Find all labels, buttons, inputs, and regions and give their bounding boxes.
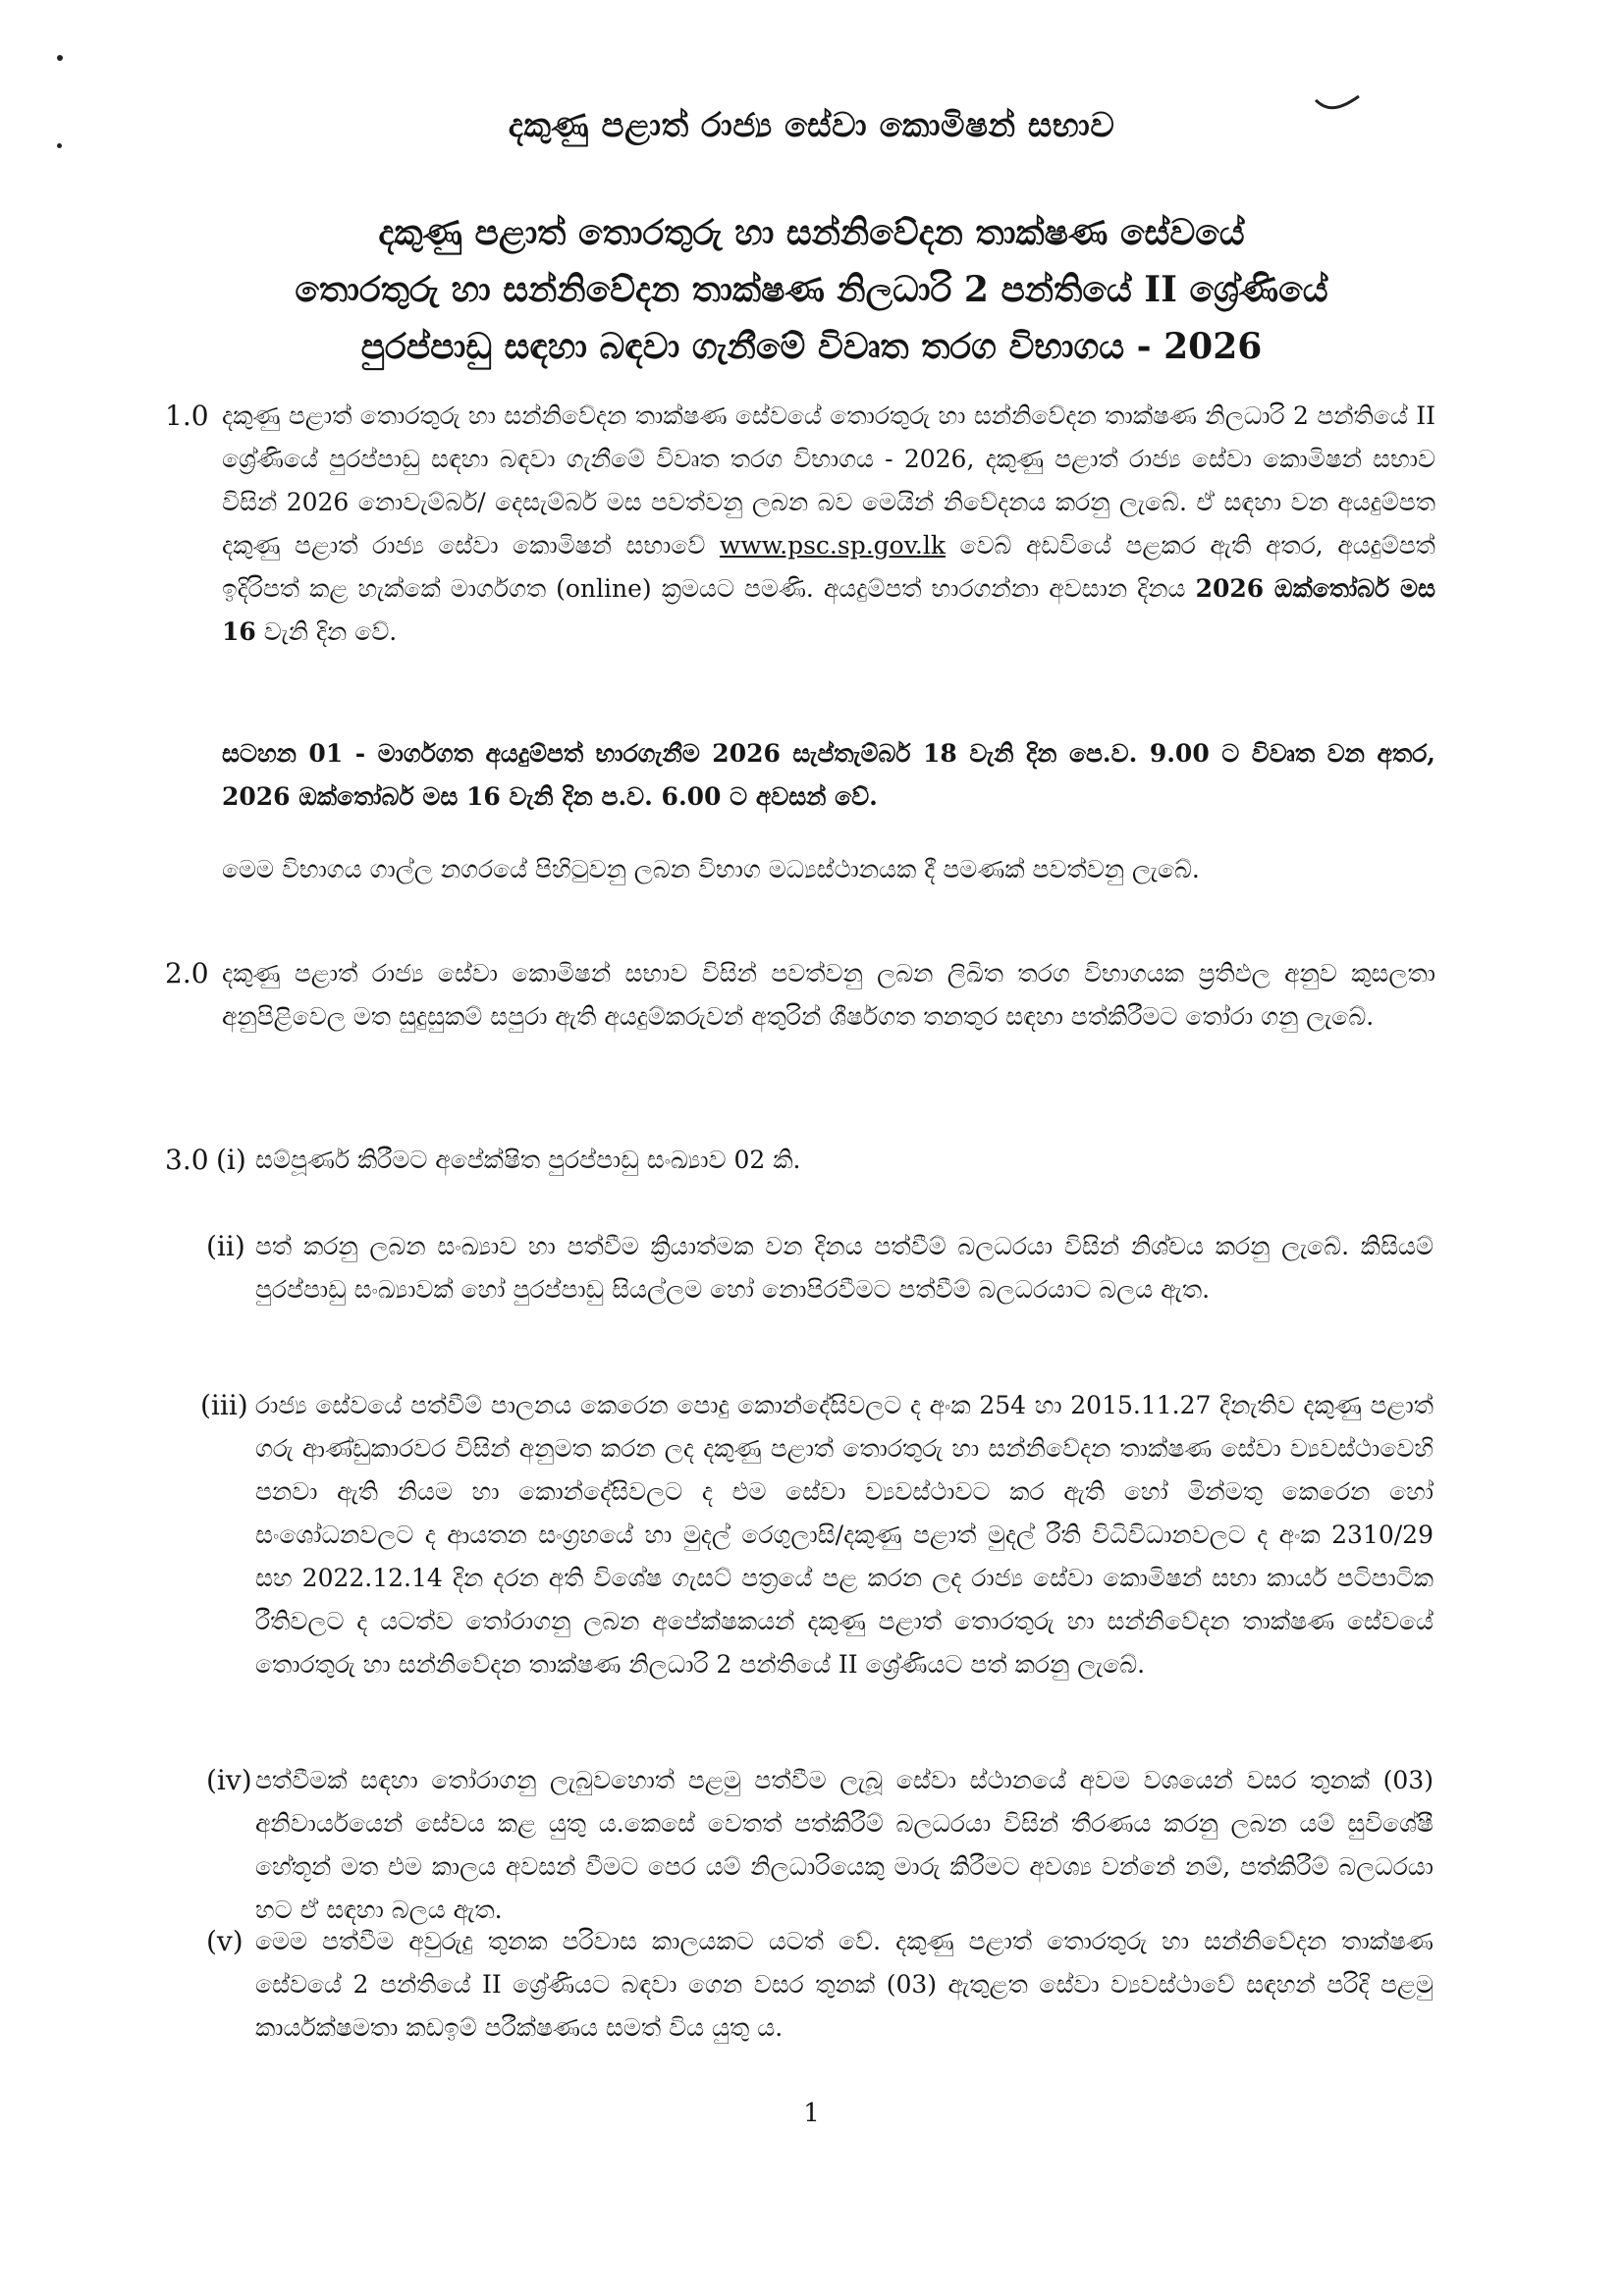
item-text: රාජ්‍ය සේවයේ පත්වීම් පාලනය කෙරෙන පොදු කොන්දේසිවලට ද අංක 254 හා 2015.11.27 දිනැතිව දකුණු පළාත් ගරු ආණ්ඩුකාරවර විසින් අනුමත කරන ලද දකුණු පළාත් තොරතුරු හා සන්නිවේදන තාක්ෂණ සේවා ව්‍යවස්ථාවෙහි පනවා ඇති නියම හා කොන්දේසිවලට ද එම සේවා ව්‍යවස්ථාවට කර ඇති හෝ මින්මතු කෙරෙන හෝ සංශෝධනවලට ද ආයතන සංග්‍රහයේ හා මුදල් රෙගුලාසි/දකුණු පළාත් මුදල් රීති විධිවිධානවලට ද අංක 2310/29 සහ 2022.12.14 දින දරන අති විශේෂ ගැසට් පත්‍රයේ පළ කරන ලද රාජ්‍ය සේවා කොමිෂන් සභා කාර්ය පටිපාටික රීතිවලට ද යටත්ව තෝරාගනු ලබන අපේක්ෂකයන් දකුණු පළාත් තොරතුරු හා සන්නිවේදන තාක්ෂණ සේවයේ තොරතුරු හා සන්නිවේදන තාක්ෂණ නිලධාරි 2 පන්තියේ II ශ්‍රේණියට පත් කරනු ලැබේ. (255, 1391, 1434, 1679)
item-text: සම්පූර්ණ කිරීමට අපේක්ෂිත පුරප්පාඩු සංඛ්‍යාව 02 කි. (255, 1146, 801, 1174)
section-1-text: දකුණු පළාත් තොරතුරු හා සන්නිවේදන තාක්ෂණ සේවයේ තොරතුරු හා සන්නිවේදන තාක්ෂණ නිලධාරි 2 පන්තියේ II ශ්‍රේණියේ පුරප්පාඩු සඳහා බඳවා ගැනීමේ විවෘත තරග විභාගය - 2026, දකුණු පළාත් රාජ්‍ය සේවා කොමිෂන් සභාව විසින් 2026 නොවැම්බර්/ දෙසැම්බර් මස පවත්වනු ලබන බව මෙයින් නිවේදනය කරනු ලැබේ. ඒ සඳහා වන අයදුම්පත දකුණු පළාත් රාජ්‍ය සේවා කොමිෂන් සභාවේ (222, 401, 1435, 560)
title-line-3: පුරප්පාඩු සඳහා බඳවා ගැනීමේ විවෘත තරග විභාගය - 2026 (360, 326, 1263, 367)
notice-title (196, 204, 1427, 375)
application-deadline: 2026 ඔක්තෝබර් මස 16 (222, 574, 1435, 646)
item-text: පත් කරනු ලබන සංඛ්‍යාව හා පත්වීම ක්‍රියාත්මක වන දිනය පත්වීම් බලධරයා විසින් නිශ්චය කරනු ලැබේ. කිසියම් පුරප්පාඩු සංඛ්‍යාවක් හෝ පුරප්පාඩු සියල්ලම හෝ නොපිරවීමට පත්වීම් බලධරයාට බලය ඇත. (255, 1232, 1434, 1304)
item-text: මෙම පත්වීම අවුරුදු තුනක පරිවාස කාලයකට යටත් වේ. දකුණු පළාත් තොරතුරු හා සන්නිවේදන තාක්ෂණ සේවයේ 2 පන්තියේ II ශ්‍රේණියට බඳවා ගෙන වසර තුනක් (03) ඇතුළත සේවා ව්‍යවස්ථාවේ සඳහන් පරිදි පළමු කාර්යක්ෂමතා කඩඉම් පරීක්ෂණය සමත් විය යුතු ය. (255, 1927, 1434, 2042)
note-01: සටහන 01 - මාර්ගගත අයදුම්පත් භාරගැනීම 2026 සැප්තැම්බර් 18 වැනි දින පෙ.ව. 9.00 ට විවෘත වන අතර, 2026 ඔක්තෝබර් මස 16 වැනි දින ප.ව. 6.00 ට අවසන් වේ. (222, 739, 1435, 811)
section-2-paragraph: දකුණු පළාත් රාජ්‍ය සේවා කොමිෂන් සභාව විසින් පවත්වනු ලබන ලිඛිත තරග විභාගයක ප්‍රතිඵල අනුව කුසලතා අනුපිළිවෙල මත සුදුසුකම් සපුරා ඇති අයදුම්කරුවන් අතුරින් ශීර්ෂගත තනතුර සඳහා පත්කිරීමට තෝරා ගනු ලැබේ. (222, 959, 1435, 1031)
section-number: 3.0 (165, 1144, 209, 1176)
item-label: (i) (216, 1144, 246, 1176)
item-label: (iii) (200, 1389, 248, 1421)
exam-venue-note: මෙම විභාගය ගාල්ල නගරයේ පිහිටුවනු ලබන විභාග මධ්‍යස්ථානයක දී පමණක් පවත්වනු ලැබේ. (222, 855, 1200, 883)
organization-heading: දකුණු පළාත් රාජ්‍ය සේවා කොමිෂන් සභාව (508, 106, 1115, 145)
section-1-text-cont: වෙබ් අඩවියේ පළකර ඇති අතර, අයදුම්පත් ඉදිරිපත් කළ හැක්කේ මාර්ගගත (online) ක්‍රමයට පමණි. අයදුම්පත් භාරගන්නා අවසාන දිනය (222, 531, 1435, 603)
item-text: පත්වීමක් සඳහා තෝරාගනු ලැබුවහොත් පළමු පත්වීම ලැබූ සේවා ස්ථානයේ අවම වශයෙන් වසර තුනක් (03) අනිවාර්යයෙන් සේවය කළ යුතු ය.කෙසේ වෙතත් පත්කිරීම් බලධරයා විසින් තීරණය කරනු ලබන යම් සුවිශේෂී හේතූන් මත එම කාලය අවසන් වීමට පෙර යම් නිලධාරියෙකු මාරු කිරීමට අවශ්‍ය වන්නේ නම්, පත්කිරීම් බලධරයා හට ඒ සඳහා බලය ඇත. (255, 1766, 1434, 1924)
scan-speck (57, 55, 63, 61)
title-line-2: තොරතුරු හා සන්නිවේදන තාක්ෂණ නිලධාරි 2 පන්තියේ II ශ්‍රේණියේ (295, 269, 1328, 310)
page-number: 1 (803, 2099, 820, 2128)
section-1-paragraph (222, 395, 1435, 654)
item-label: (v) (206, 1925, 243, 1957)
item-label: (iv) (206, 1764, 252, 1796)
section-number: 1.0 (165, 400, 209, 432)
psc-website-link[interactable]: www.psc.sp.gov.lk (719, 531, 946, 560)
item-label: (ii) (206, 1230, 245, 1262)
section-number: 2.0 (165, 957, 209, 989)
title-line-1: දකුණු පළාත් තොරතුරු හා සන්නිවේදන තාක්ෂණ සේවයේ (378, 212, 1245, 253)
section-1-text-end: වැනි දින වේ. (263, 617, 398, 646)
